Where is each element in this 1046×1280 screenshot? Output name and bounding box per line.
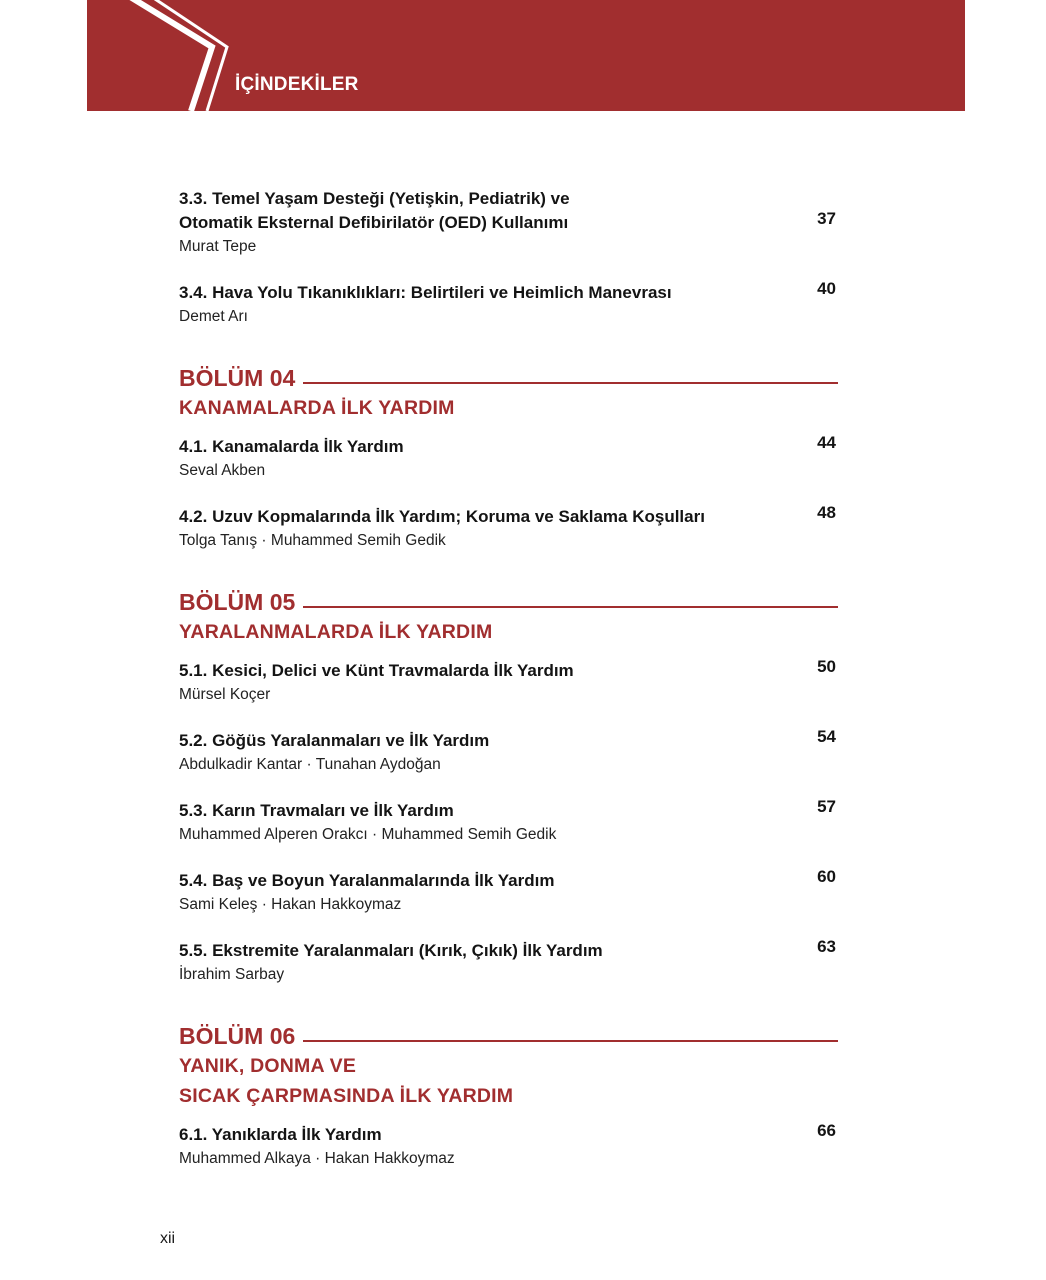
toc-entry-5-2[interactable] xyxy=(179,729,838,777)
toc-entry-5-3[interactable] xyxy=(179,799,838,847)
entry-page-number: 44 xyxy=(817,433,836,452)
entry-page-number: 63 xyxy=(817,937,836,956)
entry-page-number: 48 xyxy=(817,503,836,522)
entry-page-number: 54 xyxy=(817,727,836,746)
chevron-decoration-icon xyxy=(87,0,965,111)
toc-entry-6-1[interactable] xyxy=(179,1123,838,1171)
toc-entry-5-4[interactable] xyxy=(179,869,838,917)
section-label: BÖLÜM 04 xyxy=(179,364,296,391)
entry-title: 5.2. Göğüs Yaralanmaları ve İlk Yardım xyxy=(179,731,490,750)
section-title-line2: SICAK ÇARPMASINDA İLK YARDIM xyxy=(179,1085,514,1107)
entry-title: 5.3. Karın Travmaları ve İlk Yardım xyxy=(179,801,454,820)
entry-title: 3.4. Hava Yolu Tıkanıklıkları: Belirtileri ve Heimlich Manevrası xyxy=(179,283,672,302)
entry-authors: Muhammed Alperen Orakcı · Muhammed Semih Gedik xyxy=(179,826,557,843)
entry-page-number: 57 xyxy=(817,797,836,816)
header-band xyxy=(87,0,965,111)
toc-entry-3-4[interactable] xyxy=(179,281,838,329)
section-heading xyxy=(179,363,838,393)
toc-entry-3-3[interactable] xyxy=(179,187,838,259)
entry-authors: Demet Arı xyxy=(179,308,248,325)
toc-entry-4-1[interactable] xyxy=(179,435,838,483)
section-divider xyxy=(303,382,838,384)
entry-title: 4.1. Kanamalarda İlk Yardım xyxy=(179,437,404,456)
page-title: İÇİNDEKİLER xyxy=(235,74,359,95)
entry-title: 5.4. Baş ve Boyun Yaralanmalarında İlk Yardım xyxy=(179,871,555,890)
entry-authors: Murat Tepe xyxy=(179,238,257,255)
entry-authors: Mürsel Koçer xyxy=(179,686,271,703)
section-heading xyxy=(179,587,838,617)
section-title: KANAMALARDA İLK YARDIM xyxy=(179,397,455,419)
entry-authors: Tolga Tanış · Muhammed Semih Gedik xyxy=(179,532,446,549)
entry-title: 3.3. Temel Yaşam Desteği (Yetişkin, Pediatrik) ve Otomatik Eksternal Defibirilatör (OED) Kullanımı xyxy=(179,189,570,232)
section-divider xyxy=(303,606,838,608)
entry-authors: Sami Keleş · Hakan Hakkoymaz xyxy=(179,896,402,913)
section-label: BÖLÜM 06 xyxy=(179,1022,296,1049)
toc-entry-5-1[interactable] xyxy=(179,659,838,707)
entry-page-number: 60 xyxy=(817,867,836,886)
entry-title: 6.1. Yanıklarda İlk Yardım xyxy=(179,1125,382,1144)
section-divider xyxy=(303,1040,838,1042)
entry-title: 5.1. Kesici, Delici ve Künt Travmalarda İlk Yardım xyxy=(179,661,574,680)
entry-authors: Abdulkadir Kantar · Tunahan Aydoğan xyxy=(179,756,441,773)
toc-entry-4-2[interactable] xyxy=(179,505,838,553)
entry-page-number: 66 xyxy=(817,1121,836,1140)
section-title: YANIK, DONMA VE xyxy=(179,1055,357,1077)
toc-entry-5-5[interactable] xyxy=(179,939,838,987)
entry-authors: Seval Akben xyxy=(179,462,266,479)
entry-authors: Muhammed Alkaya · Hakan Hakkoymaz xyxy=(179,1150,455,1167)
page-number: xii xyxy=(160,1230,176,1247)
section-06 xyxy=(179,1021,838,1111)
section-label: BÖLÜM 05 xyxy=(179,588,296,615)
entry-page-number: 37 xyxy=(817,209,836,228)
table-of-contents xyxy=(179,187,838,1193)
section-04 xyxy=(179,363,838,423)
section-heading xyxy=(179,1021,838,1051)
entry-authors: İbrahim Sarbay xyxy=(179,966,285,983)
entry-title: 5.5. Ekstremite Yaralanmaları (Kırık, Çıkık) İlk Yardım xyxy=(179,941,603,960)
section-title: YARALANMALARDA İLK YARDIM xyxy=(179,621,493,643)
entry-page-number: 40 xyxy=(817,279,836,298)
section-05 xyxy=(179,587,838,647)
entry-title: 4.2. Uzuv Kopmalarında İlk Yardım; Koruma ve Saklama Koşulları xyxy=(179,507,705,526)
entry-page-number: 50 xyxy=(817,657,836,676)
